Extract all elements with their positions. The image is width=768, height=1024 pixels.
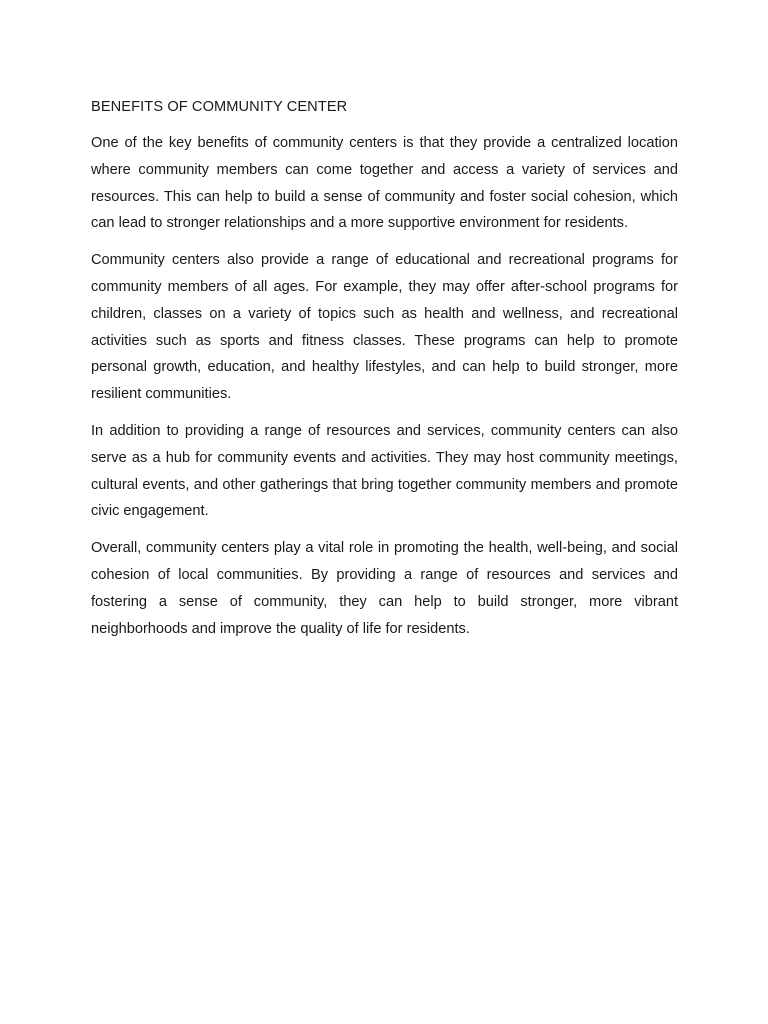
paragraph-events-hub: In addition to providing a range of resources and services, community centers can also serve as a hub for community events and activities. They may host community meetings, cultural events, and other gatherings that bring together community members and promote civic engagement. [91, 422, 678, 520]
paragraph-programs: Community centers also provide a range of educational and recreational programs for community members of all ages. For example, they may offer after-school programs for children, classes on a variety of topics such as health and wellness, and recreational activities such as sports and fitness classes. These programs can help to promote personal growth, education, and healthy lifestyles, and can help to build stronger, more resilient communities. [91, 252, 678, 403]
paragraph-key-benefits: One of the key benefits of community centers is that they provide a centralized location where community members can come together and access a variety of services and resources. This can help to build a sense of community and foster social cohesion, which can lead to stronger relationships and a more supportive environment for residents. [91, 135, 678, 232]
paragraph-overall: Overall, community centers play a vital role in promoting the health, well-being, and social cohesion of local communities. By providing a range of resources and services and fostering a sense of community, they can help to build stronger, more vibrant neighborhoods and improve the quality of life for residents. [91, 540, 678, 637]
document-title: BENEFITS OF COMMUNITY CENTER [91, 99, 348, 115]
